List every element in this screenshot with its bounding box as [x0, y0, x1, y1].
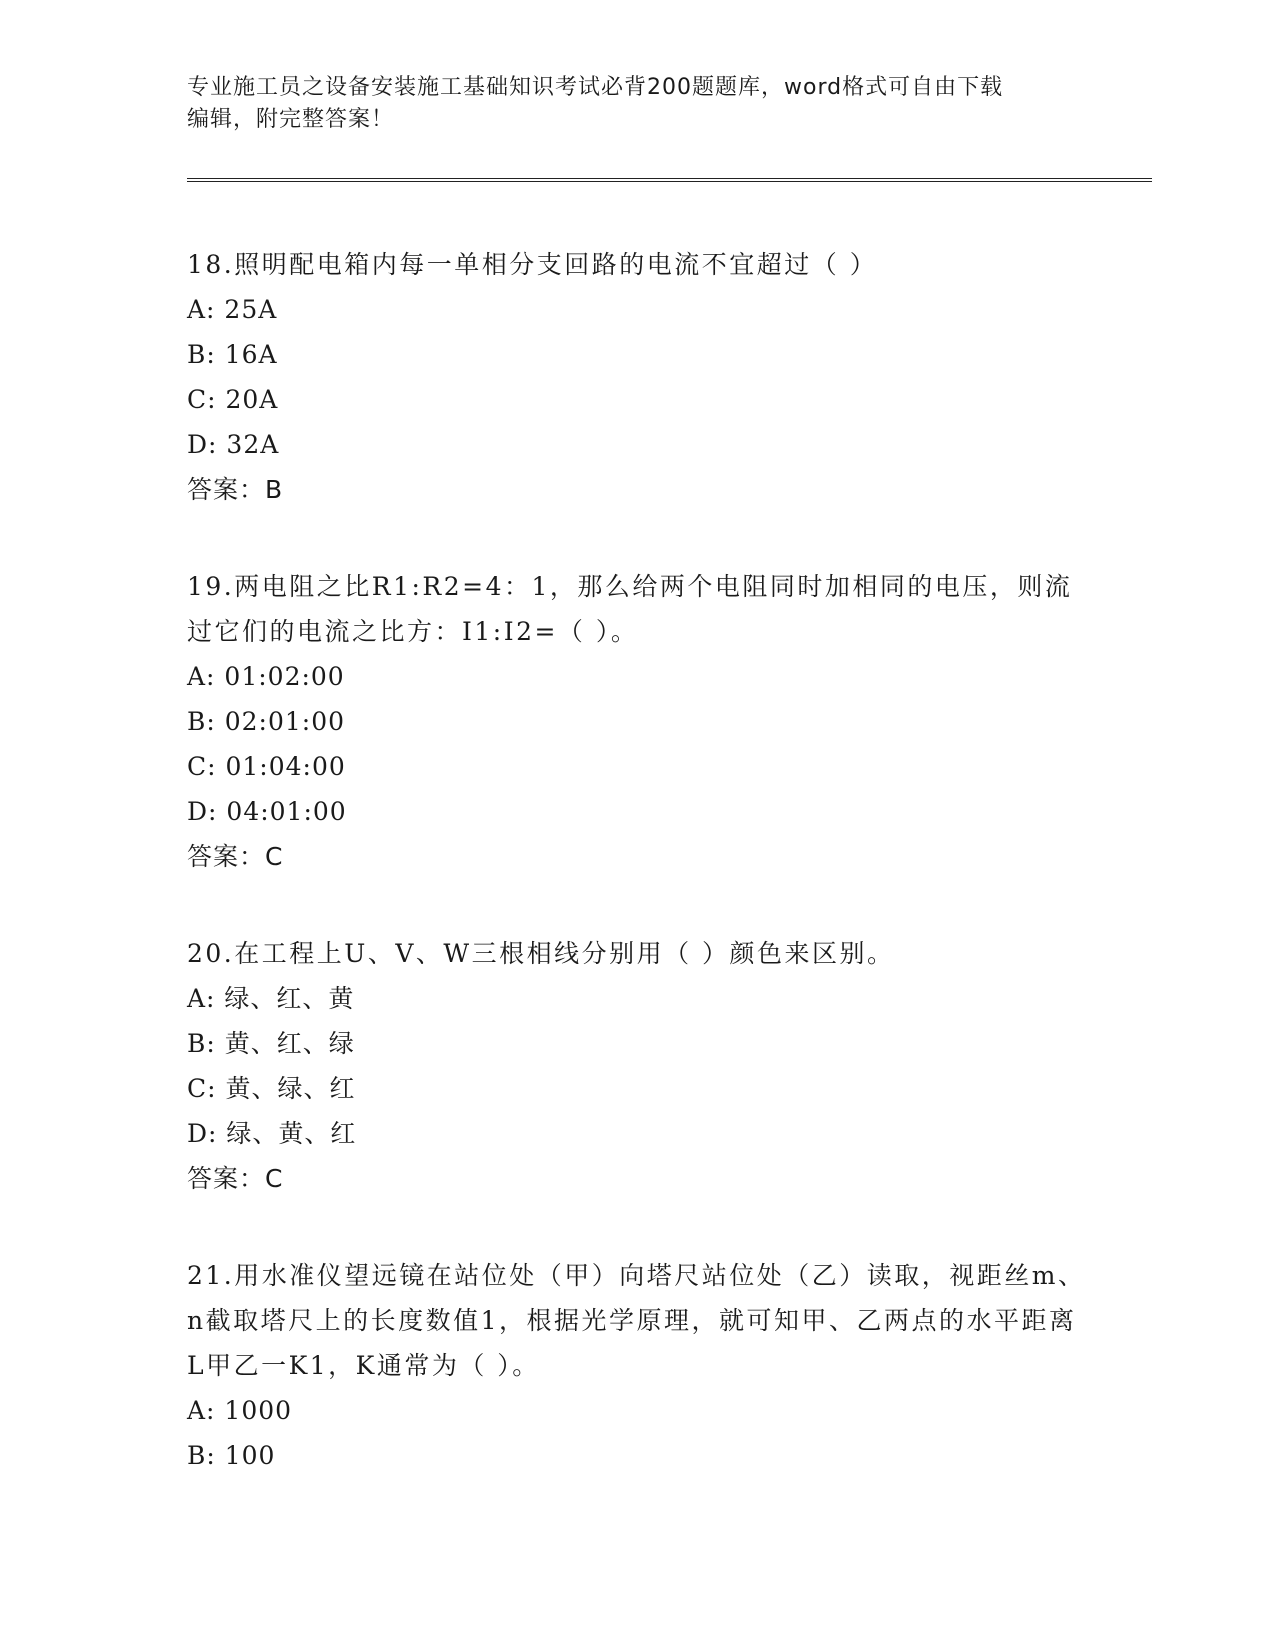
question-stem: 18.照明配电箱内每一单相分支回路的电流不宜超过（ ）: [187, 250, 878, 279]
option-b: B: 100: [187, 1441, 276, 1470]
option-b: B: 黄、红、绿: [187, 1029, 355, 1058]
option-d: D: 04:01:00: [187, 797, 347, 826]
option-b: B: 16A: [187, 340, 278, 369]
question-list: [187, 242, 1152, 1478]
option-b: B: 02:01:00: [187, 707, 346, 736]
option-d: D: 32A: [187, 430, 280, 459]
question-stem: 20.在工程上U、V、W三根相线分别用（ ）颜色来区别。: [187, 939, 895, 968]
header-divider: [187, 178, 1152, 182]
option-a: A: 01:02:00: [187, 662, 345, 691]
option-a: A: 1000: [187, 1396, 293, 1425]
answer-line: 答案：B: [187, 475, 284, 504]
question-18: [187, 242, 1152, 512]
document-header: 专业施工员之设备安装施工基础知识考试必背200题题库，word格式可自由下载 编辑，附完整答案！: [187, 75, 1004, 132]
option-c: C: 01:04:00: [187, 752, 346, 781]
answer-line: 答案：C: [187, 1164, 284, 1193]
answer-line: 答案：C: [187, 842, 284, 871]
option-a: A: 绿、红、黄: [187, 984, 355, 1013]
option-d: D: 绿、黄、红: [187, 1119, 357, 1148]
question-stem: 21.用水准仪望远镜在站位处（甲）向塔尺站位处（乙）读取，视距丝m、n截取塔尺上的长度数值1，根据光学原理，就可知甲、乙两点的水平距离L甲乙一K1，K通常为（ ）。: [187, 1261, 1086, 1380]
question-20: [187, 931, 1152, 1201]
option-a: A: 25A: [187, 295, 278, 324]
question-stem: 19.两电阻之比R1:R2=4：1，那么给两个电阻同时加相同的电压，则流过它们的电流之比方：I1:I2=（ ）。: [187, 572, 1073, 646]
option-c: C: 20A: [187, 385, 279, 414]
document-page: [187, 72, 1152, 1530]
option-c: C: 黄、绿、红: [187, 1074, 356, 1103]
question-19: [187, 564, 1152, 879]
question-21: [187, 1253, 1152, 1478]
